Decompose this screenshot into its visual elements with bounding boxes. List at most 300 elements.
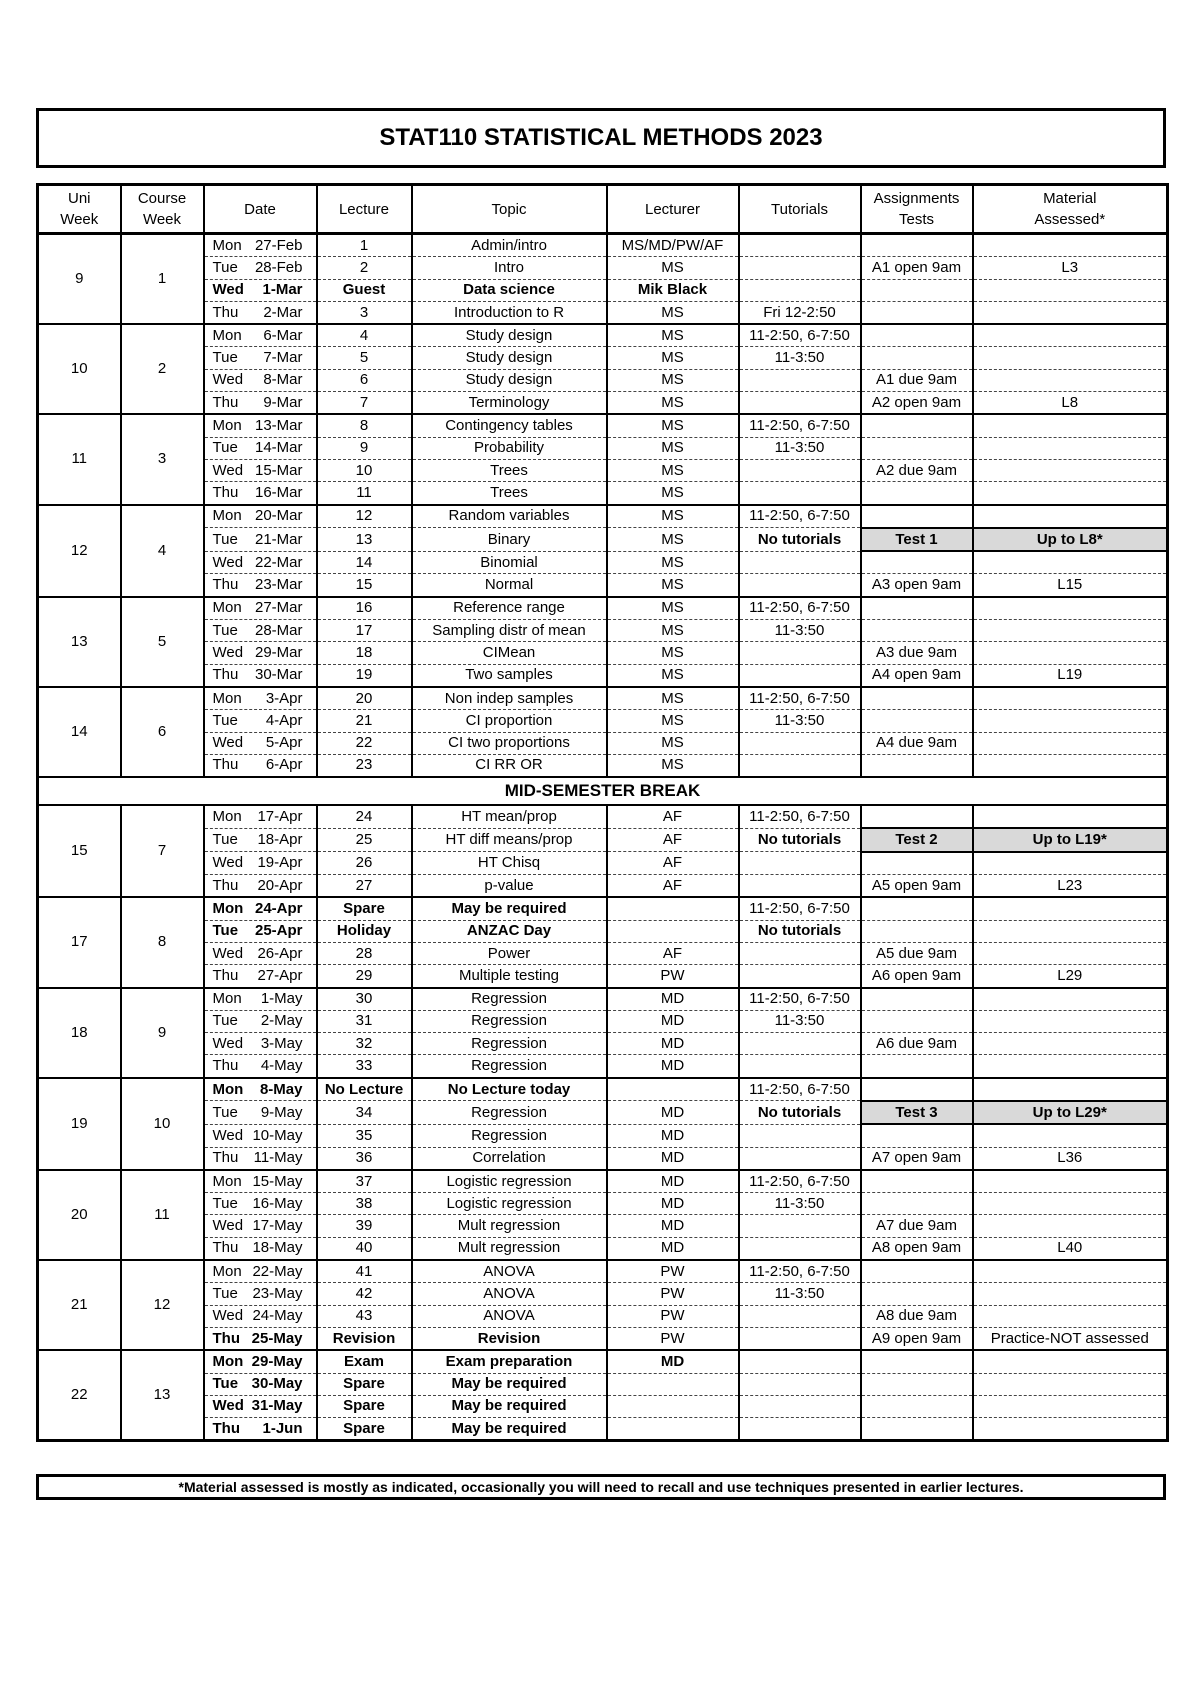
topic-cell: Regression [412, 1010, 607, 1032]
assignments-cell: A5 due 9am [861, 942, 973, 964]
lecture-cell: 1 [317, 234, 412, 257]
break-row [38, 777, 1168, 805]
table-row [38, 852, 1168, 875]
day-month: 4-May [260, 1057, 303, 1075]
lecture-cell: 33 [317, 1055, 412, 1078]
course-week-cell: 5 [121, 597, 204, 687]
material-cell: L29 [973, 965, 1168, 988]
tutorials-cell: 11-2:50, 6-7:50 [739, 805, 861, 828]
day-of-week: Mon [212, 1172, 242, 1190]
assignments-cell: A4 due 9am [861, 732, 973, 754]
day-of-week: Tue [212, 711, 238, 729]
date-cell [204, 1327, 317, 1350]
material-cell [973, 347, 1168, 369]
tutorials-cell [739, 1055, 861, 1078]
day-of-week: Tue [212, 1103, 238, 1121]
lecturer-cell [607, 897, 739, 920]
assignments-cell [861, 505, 973, 528]
lecture-cell: 31 [317, 1010, 412, 1032]
table-row [38, 482, 1168, 505]
tutorials-cell [739, 732, 861, 754]
lecture-cell: 22 [317, 732, 412, 754]
day-of-week: Mon [212, 808, 242, 826]
table-row [38, 437, 1168, 459]
day-month: 16-Mar [254, 483, 303, 501]
day-month: 1-Mar [262, 281, 303, 299]
assignments-cell: A8 open 9am [861, 1237, 973, 1260]
assignments-cell [861, 1350, 973, 1373]
lecturer-cell: MD [607, 1193, 739, 1215]
lecture-cell: Guest [317, 279, 412, 301]
assignments-cell [861, 687, 973, 710]
topic-cell: Contingency tables [412, 414, 607, 437]
table-row [38, 414, 1168, 437]
lecturer-cell [607, 1418, 739, 1441]
lecturer-cell: MS [607, 620, 739, 642]
day-month: 27-Mar [254, 599, 303, 617]
lecturer-cell: MS [607, 528, 739, 551]
topic-cell: CI RR OR [412, 754, 607, 777]
topic-cell: Revision [412, 1327, 607, 1350]
material-cell: Up to L29* [973, 1101, 1168, 1124]
table-row [38, 1193, 1168, 1215]
lecture-cell: 28 [317, 942, 412, 964]
topic-cell: Introduction to R [412, 301, 607, 324]
lecture-cell: Spare [317, 1418, 412, 1441]
material-cell [973, 505, 1168, 528]
material-cell [973, 732, 1168, 754]
assignments-cell: Test 3 [861, 1101, 973, 1124]
date-cell [204, 414, 317, 437]
day-month: 25-May [251, 1329, 303, 1347]
day-month: 15-May [252, 1172, 303, 1190]
day-month: 22-Mar [254, 553, 303, 571]
lecturer-cell: Mik Black [607, 279, 739, 301]
lecturer-cell: MS/MD/PW/AF [607, 234, 739, 257]
tutorials-cell [739, 664, 861, 687]
material-cell [973, 437, 1168, 459]
day-of-week: Wed [212, 944, 244, 962]
material-cell [973, 1078, 1168, 1101]
header-row [38, 185, 1168, 234]
material-cell [973, 1055, 1168, 1078]
day-month: 18-Apr [257, 831, 303, 849]
table-row [38, 392, 1168, 415]
lecturer-cell: MS [607, 347, 739, 369]
lecture-cell: No Lecture [317, 1078, 412, 1101]
lecture-cell: Spare [317, 1373, 412, 1395]
assignments-cell [861, 1395, 973, 1417]
assignments-cell [861, 805, 973, 828]
assignments-cell [861, 920, 973, 942]
topic-cell: May be required [412, 1373, 607, 1395]
assignments-cell [861, 897, 973, 920]
day-of-week: Thu [212, 576, 239, 594]
date-cell [204, 732, 317, 754]
lecturer-cell: MS [607, 505, 739, 528]
day-month: 27-Feb [254, 236, 303, 254]
assignments-cell [861, 1193, 973, 1215]
uni-week-cell: 19 [38, 1078, 121, 1170]
uni-week-cell: 17 [38, 897, 121, 987]
material-cell [973, 234, 1168, 257]
day-of-week: Tue [212, 1285, 238, 1302]
day-month: 1-Jun [262, 1419, 303, 1437]
mid-semester-break [38, 777, 1168, 805]
lecture-cell: 30 [317, 988, 412, 1011]
table-row [38, 897, 1168, 920]
header-tutorials: Tutorials [739, 185, 861, 234]
schedule-table [36, 183, 1169, 1442]
day-of-week: Tue [212, 258, 238, 276]
lecture-cell: 14 [317, 551, 412, 574]
assignments-cell: A2 open 9am [861, 392, 973, 415]
day-of-week: Thu [212, 303, 239, 321]
day-month: 17-Apr [257, 808, 303, 826]
day-month: 7-Mar [263, 349, 303, 367]
topic-cell: Trees [412, 482, 607, 505]
day-of-week: Mon [212, 417, 242, 435]
day-of-week: Mon [212, 507, 242, 525]
material-cell [973, 942, 1168, 964]
date-cell [204, 528, 317, 551]
lecturer-cell: AF [607, 942, 739, 964]
date-cell [204, 852, 317, 875]
assignments-cell: A1 open 9am [861, 257, 973, 279]
lecture-cell: 37 [317, 1170, 412, 1193]
tutorials-cell [739, 1215, 861, 1237]
lecture-cell: 27 [317, 875, 412, 898]
table-row [38, 805, 1168, 828]
lecturer-cell: MS [607, 664, 739, 687]
lecturer-cell: PW [607, 1260, 739, 1283]
document-title: STAT110 STATISTICAL METHODS 2023 [36, 108, 1166, 168]
day-of-week: Wed [212, 281, 244, 299]
table-row [38, 1327, 1168, 1350]
date-cell [204, 437, 317, 459]
material-cell [973, 852, 1168, 875]
day-month: 6-Apr [265, 756, 303, 774]
tutorials-cell [739, 1033, 861, 1055]
date-cell [204, 642, 317, 664]
material-cell: L36 [973, 1147, 1168, 1170]
tutorials-cell [739, 482, 861, 505]
lecture-cell: 17 [317, 620, 412, 642]
date-cell [204, 875, 317, 898]
date-cell [204, 459, 317, 481]
day-of-week: Wed [212, 1307, 244, 1325]
table-row [38, 1055, 1168, 1078]
assignments-cell: A9 open 9am [861, 1327, 973, 1350]
lecturer-cell: MS [607, 482, 739, 505]
day-of-week: Tue [212, 349, 238, 367]
day-of-week: Thu [212, 1057, 239, 1075]
lecture-cell: 40 [317, 1237, 412, 1260]
material-cell [973, 710, 1168, 732]
lecturer-cell: MD [607, 988, 739, 1011]
assignments-cell [861, 347, 973, 369]
assignments-cell [861, 1124, 973, 1147]
day-month: 28-Mar [254, 621, 303, 639]
day-of-week: Wed [212, 1217, 244, 1235]
material-cell [973, 1010, 1168, 1032]
day-month: 23-Mar [254, 576, 303, 594]
date-cell [204, 664, 317, 687]
day-month: 19-Apr [257, 854, 303, 872]
material-cell [973, 459, 1168, 481]
tutorials-cell [739, 257, 861, 279]
date-cell [204, 965, 317, 988]
topic-cell: HT diff means/prop [412, 828, 607, 851]
lecture-cell: 13 [317, 528, 412, 551]
topic-cell: ANOVA [412, 1305, 607, 1327]
day-of-week: Wed [212, 1126, 244, 1144]
date-cell [204, 234, 317, 257]
lecturer-cell: MS [607, 732, 739, 754]
tutorials-cell: 11-2:50, 6-7:50 [739, 1078, 861, 1101]
tutorials-cell [739, 754, 861, 777]
lecture-cell: 32 [317, 1033, 412, 1055]
table-row [38, 687, 1168, 710]
lecture-cell: 18 [317, 642, 412, 664]
day-month: 9-Mar [263, 393, 303, 411]
assignments-cell: A7 open 9am [861, 1147, 973, 1170]
lecture-cell: 12 [317, 505, 412, 528]
header-material: Material Assessed* [973, 185, 1168, 234]
material-cell [973, 1373, 1168, 1395]
lecture-cell: Spare [317, 1395, 412, 1417]
day-month: 14-Mar [254, 439, 303, 457]
tutorials-cell [739, 1418, 861, 1441]
day-of-week: Wed [212, 734, 244, 752]
lecturer-cell: MS [607, 369, 739, 391]
assignments-cell [861, 754, 973, 777]
date-cell [204, 347, 317, 369]
material-cell [973, 301, 1168, 324]
topic-cell: Trees [412, 459, 607, 481]
material-cell: Up to L19* [973, 828, 1168, 851]
tutorials-cell [739, 1350, 861, 1373]
tutorials-cell: Fri 12-2:50 [739, 301, 861, 324]
day-of-week: Mon [212, 1352, 244, 1370]
lecture-cell: 6 [317, 369, 412, 391]
date-cell [204, 754, 317, 777]
tutorials-cell: 11-3:50 [739, 347, 861, 369]
date-cell [204, 279, 317, 301]
day-month: 21-Mar [254, 530, 303, 548]
material-cell [973, 369, 1168, 391]
date-cell [204, 828, 317, 851]
lecturer-cell: MS [607, 257, 739, 279]
course-week-cell: 2 [121, 324, 204, 414]
day-month: 24-Apr [254, 899, 303, 917]
day-month: 3-May [260, 1034, 303, 1052]
lecture-cell: 42 [317, 1283, 412, 1305]
day-of-week: Thu [212, 1239, 239, 1257]
table-row [38, 828, 1168, 851]
course-week-cell: 10 [121, 1078, 204, 1170]
topic-cell: Intro [412, 257, 607, 279]
topic-cell: Admin/intro [412, 234, 607, 257]
day-month: 29-May [251, 1352, 303, 1370]
day-of-week: Mon [212, 1080, 244, 1098]
date-cell [204, 1101, 317, 1124]
topic-cell: Binary [412, 528, 607, 551]
material-cell [973, 279, 1168, 301]
table-row [38, 1101, 1168, 1124]
day-of-week: Thu [212, 483, 239, 501]
lecturer-cell: MS [607, 710, 739, 732]
lecture-cell: 2 [317, 257, 412, 279]
lecturer-cell: PW [607, 965, 739, 988]
assignments-cell: Test 2 [861, 828, 973, 851]
day-month: 30-May [251, 1375, 303, 1393]
assignments-cell: Test 1 [861, 528, 973, 551]
tutorials-cell: No tutorials [739, 828, 861, 851]
tutorials-cell [739, 574, 861, 597]
uni-week-cell: 20 [38, 1170, 121, 1260]
day-of-week: Tue [212, 1012, 238, 1030]
assignments-cell [861, 414, 973, 437]
tutorials-cell: 11-2:50, 6-7:50 [739, 597, 861, 620]
material-cell [973, 1033, 1168, 1055]
day-of-week: Tue [212, 439, 238, 457]
course-week-cell: 12 [121, 1260, 204, 1350]
lecture-cell: 24 [317, 805, 412, 828]
material-cell [973, 1260, 1168, 1283]
day-of-week: Thu [212, 666, 239, 684]
material-cell [973, 1283, 1168, 1305]
tutorials-cell [739, 875, 861, 898]
date-cell [204, 392, 317, 415]
day-month: 6-Mar [263, 326, 303, 344]
tutorials-cell [739, 551, 861, 574]
table-row [38, 369, 1168, 391]
day-month: 28-Feb [254, 258, 303, 276]
day-of-week: Thu [212, 756, 239, 774]
uni-week-cell: 22 [38, 1350, 121, 1441]
material-cell: L3 [973, 257, 1168, 279]
lecture-cell: 35 [317, 1124, 412, 1147]
lecture-cell: Holiday [317, 920, 412, 942]
material-cell [973, 324, 1168, 347]
tutorials-cell: 11-2:50, 6-7:50 [739, 1170, 861, 1193]
topic-cell: Regression [412, 988, 607, 1011]
assignments-cell [861, 1260, 973, 1283]
lecturer-cell: MS [607, 459, 739, 481]
topic-cell: Binomial [412, 551, 607, 574]
day-of-week: Wed [212, 1397, 244, 1415]
lecturer-cell: MD [607, 1237, 739, 1260]
table-row [38, 988, 1168, 1011]
topic-cell: HT Chisq [412, 852, 607, 875]
material-cell [973, 597, 1168, 620]
tutorials-cell [739, 642, 861, 664]
topic-cell: May be required [412, 1395, 607, 1417]
lecturer-cell: PW [607, 1283, 739, 1305]
topic-cell: Probability [412, 437, 607, 459]
table-row [38, 1124, 1168, 1147]
topic-cell: ANOVA [412, 1260, 607, 1283]
assignments-cell [861, 1170, 973, 1193]
table-row [38, 1305, 1168, 1327]
topic-cell: Power [412, 942, 607, 964]
tutorials-cell [739, 942, 861, 964]
date-cell [204, 1147, 317, 1170]
table-row [38, 1283, 1168, 1305]
lecture-cell: 21 [317, 710, 412, 732]
day-of-week: Wed [212, 371, 244, 389]
day-month: 22-May [252, 1262, 303, 1280]
material-cell: L40 [973, 1237, 1168, 1260]
assignments-cell: A4 open 9am [861, 664, 973, 687]
table-row [38, 1033, 1168, 1055]
lecturer-cell: MD [607, 1147, 739, 1170]
date-cell [204, 942, 317, 964]
day-month: 3-Apr [265, 689, 303, 707]
tutorials-cell [739, 852, 861, 875]
day-of-week: Tue [212, 1375, 239, 1393]
date-cell [204, 505, 317, 528]
table-row [38, 1350, 1168, 1373]
topic-cell: Mult regression [412, 1237, 607, 1260]
assignments-cell [861, 437, 973, 459]
day-of-week: Mon [212, 236, 242, 254]
lecturer-cell: MD [607, 1124, 739, 1147]
material-cell: Up to L8* [973, 528, 1168, 551]
date-cell [204, 1010, 317, 1032]
tutorials-cell: 11-2:50, 6-7:50 [739, 505, 861, 528]
course-week-cell: 8 [121, 897, 204, 987]
table-row [38, 257, 1168, 279]
day-of-week: Wed [212, 553, 244, 571]
assignments-cell [861, 301, 973, 324]
date-cell [204, 1215, 317, 1237]
table-row [38, 1147, 1168, 1170]
assignments-cell: A5 open 9am [861, 875, 973, 898]
tutorials-cell: 11-3:50 [739, 437, 861, 459]
day-of-week: Mon [212, 990, 242, 1008]
day-month: 11-May [253, 1149, 303, 1167]
material-cell [973, 1193, 1168, 1215]
topic-cell: May be required [412, 1418, 607, 1441]
day-month: 10-May [252, 1126, 303, 1144]
table-row [38, 1170, 1168, 1193]
lecture-cell: 5 [317, 347, 412, 369]
day-month: 16-May [252, 1194, 303, 1212]
tutorials-cell: 11-2:50, 6-7:50 [739, 988, 861, 1011]
table-row [38, 710, 1168, 732]
date-cell [204, 482, 317, 505]
day-of-week: Wed [212, 643, 244, 661]
day-month: 23-May [252, 1285, 303, 1302]
lecture-cell: 8 [317, 414, 412, 437]
lecture-cell: 38 [317, 1193, 412, 1215]
table-row [38, 459, 1168, 481]
header-course-week: Course Week [121, 185, 204, 234]
assignments-cell: A2 due 9am [861, 459, 973, 481]
day-month: 27-Apr [257, 966, 303, 984]
lecturer-cell: MD [607, 1350, 739, 1373]
uni-week-cell: 12 [38, 505, 121, 597]
lecture-cell: 20 [317, 687, 412, 710]
assignments-cell [861, 234, 973, 257]
table-row [38, 279, 1168, 301]
tutorials-cell [739, 459, 861, 481]
day-month: 29-Mar [254, 643, 303, 661]
day-month: 2-May [260, 1012, 303, 1030]
table-row [38, 1010, 1168, 1032]
